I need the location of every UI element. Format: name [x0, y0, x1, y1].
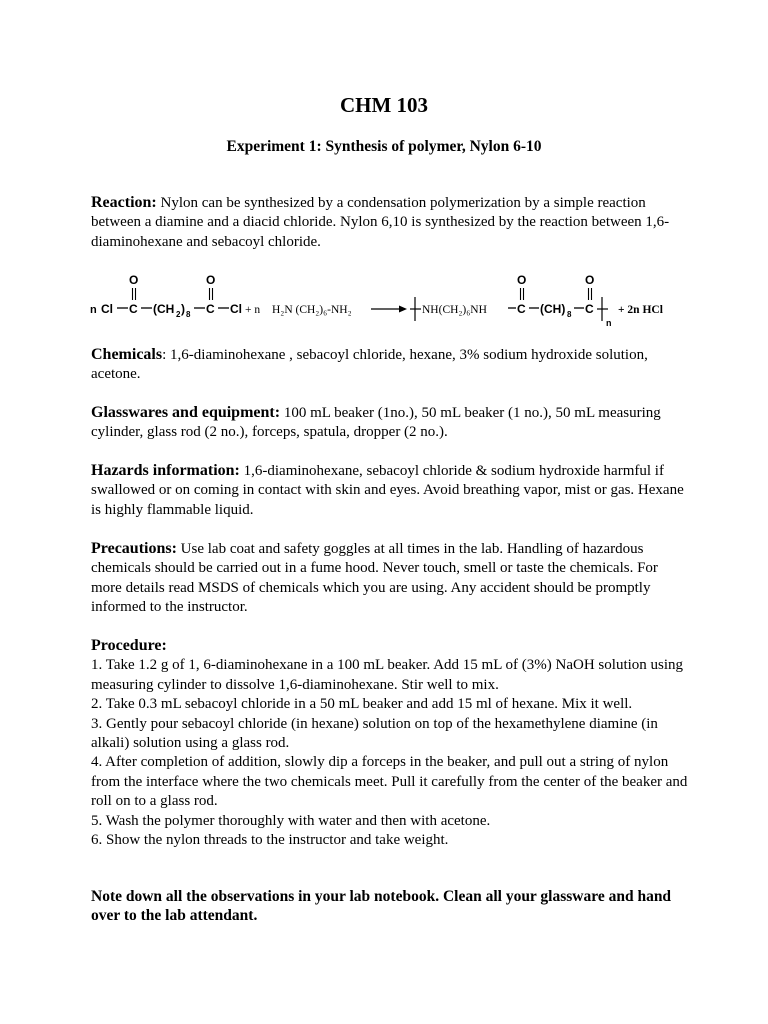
procedure-section: [91, 636, 691, 850]
eq-sub-2: 2: [176, 310, 181, 319]
eq-sub-8: 8: [186, 310, 191, 319]
precautions-section: [91, 539, 691, 618]
course-code: CHM 103: [339, 93, 429, 117]
eq-byproduct: + 2n HCl: [618, 304, 663, 316]
glassware-label: Glasswares and equipment:: [91, 404, 281, 421]
glassware-text: 100 mL beaker (1no.), 50 mL beaker (1 no.), 50 mL measuring cylinder, glass rod (2 no.), forceps, spatula, dropper (2 no.).: [91, 405, 661, 441]
eq-carbon-2: C: [206, 302, 215, 316]
procedure-step: 3. Gently pour sebacoyl chloride (in hexane) solution on top of the hexamethylene diamine (in alkali) solution using a glass rod.: [91, 715, 658, 752]
closing-note: Note down all the observations in your lab notebook. Clean all your glassware and hand over to the lab attendant.: [91, 888, 672, 925]
eq-oxygen-1: O: [129, 273, 139, 287]
glassware-section: [91, 403, 691, 443]
procedure-step: 5. Wash the polymer thoroughly with water and then with acetone.: [91, 812, 491, 829]
eq-close-paren: ): [181, 302, 185, 316]
eq-carbon-1: C: [129, 302, 138, 316]
eq-plus-n: + n: [245, 304, 261, 316]
hazards-label: Hazards information:: [91, 462, 240, 479]
eq-oxygen-3: O: [517, 273, 527, 287]
eq-carbon-3: C: [517, 302, 526, 316]
precautions-text: Use lab coat and safety goggles at all times in the lab. Handling of hazardous chemicals should be carried out in a fume hood. Never touch, smell or taste the chemicals. For more details read MSDS of chemicals which you are using. Any accident should be promptly informed to the instructor.: [91, 541, 658, 616]
procedure-step: 6. Show the nylon threads to the instructor and take weight.: [91, 832, 449, 849]
procedure-step: 4. After completion of addition, slowly dip a forceps in the beaker, and pull out a string of nylon from the interface where the two chemicals meet. Pull it carefully from the center of the beaker and roll on to a glass rod.: [91, 754, 688, 810]
eq-prefix-n: n: [90, 304, 97, 316]
experiment-title: Experiment 1: Synthesis of polymer, Nylon 6-10: [226, 138, 542, 155]
procedure-step: 1. Take 1.2 g of 1, 6-diaminohexane in a 100 mL beaker. Add 15 mL of (3%) NaOH solution using measuring cylinder to dissolve 1,6-diaminohexane. Stir well to mix.: [91, 657, 684, 693]
hazards-text: 1,6-diaminohexane, sebacoyl chloride & sodium hydroxide harmful if swallowed or on coming in contact with skin and eyes. Avoid breathing vapor, mist or gas. Hexane is highly flammable liquid.: [91, 463, 684, 518]
reaction-equation: [88, 268, 688, 328]
reaction-text: Nylon can be synthesized by a condensation polymerization by a simple reaction between a diamine and a diacid chloride. Nylon 6,10 is synthesized by the reaction between 1,6-diaminohexane and sebacoyl chloride.: [91, 195, 670, 250]
eq-cl-right: Cl: [230, 302, 242, 316]
chemicals-text: : 1,6-diaminohexane , sebacoyl chloride, hexane, 3% sodium hydroxide solution, acetone.: [91, 347, 648, 383]
hazards-section: [91, 461, 691, 520]
eq-carbon-4: C: [585, 302, 594, 316]
eq-product-nh: NH(CH₂)₆NH: [422, 304, 487, 316]
chemicals-label: Chemicals: [91, 346, 163, 363]
eq-product-sub-8: 8: [567, 310, 572, 319]
reaction-label: Reaction:: [91, 194, 157, 211]
eq-ch2-open: (CH: [153, 302, 175, 316]
procedure-label: Procedure:: [91, 637, 167, 654]
procedure-steps: [91, 656, 691, 850]
eq-oxygen-2: O: [206, 273, 216, 287]
precautions-label: Precautions:: [91, 540, 177, 557]
eq-cl-left: Cl: [101, 302, 113, 316]
chemicals-section: [91, 345, 691, 385]
procedure-step: 2. Take 0.3 mL sebacoyl chloride in a 50 mL beaker and add 15 ml of hexane. Mix it well.: [91, 696, 633, 713]
equation-figure: [88, 268, 688, 328]
eq-oxygen-4: O: [585, 273, 595, 287]
eq-repeat-n: n: [606, 318, 612, 328]
eq-diamine: H₂N (CH₂)₆-NH₂: [272, 304, 352, 316]
eq-product-ch: (CH): [540, 302, 566, 316]
reaction-section: [91, 193, 691, 252]
